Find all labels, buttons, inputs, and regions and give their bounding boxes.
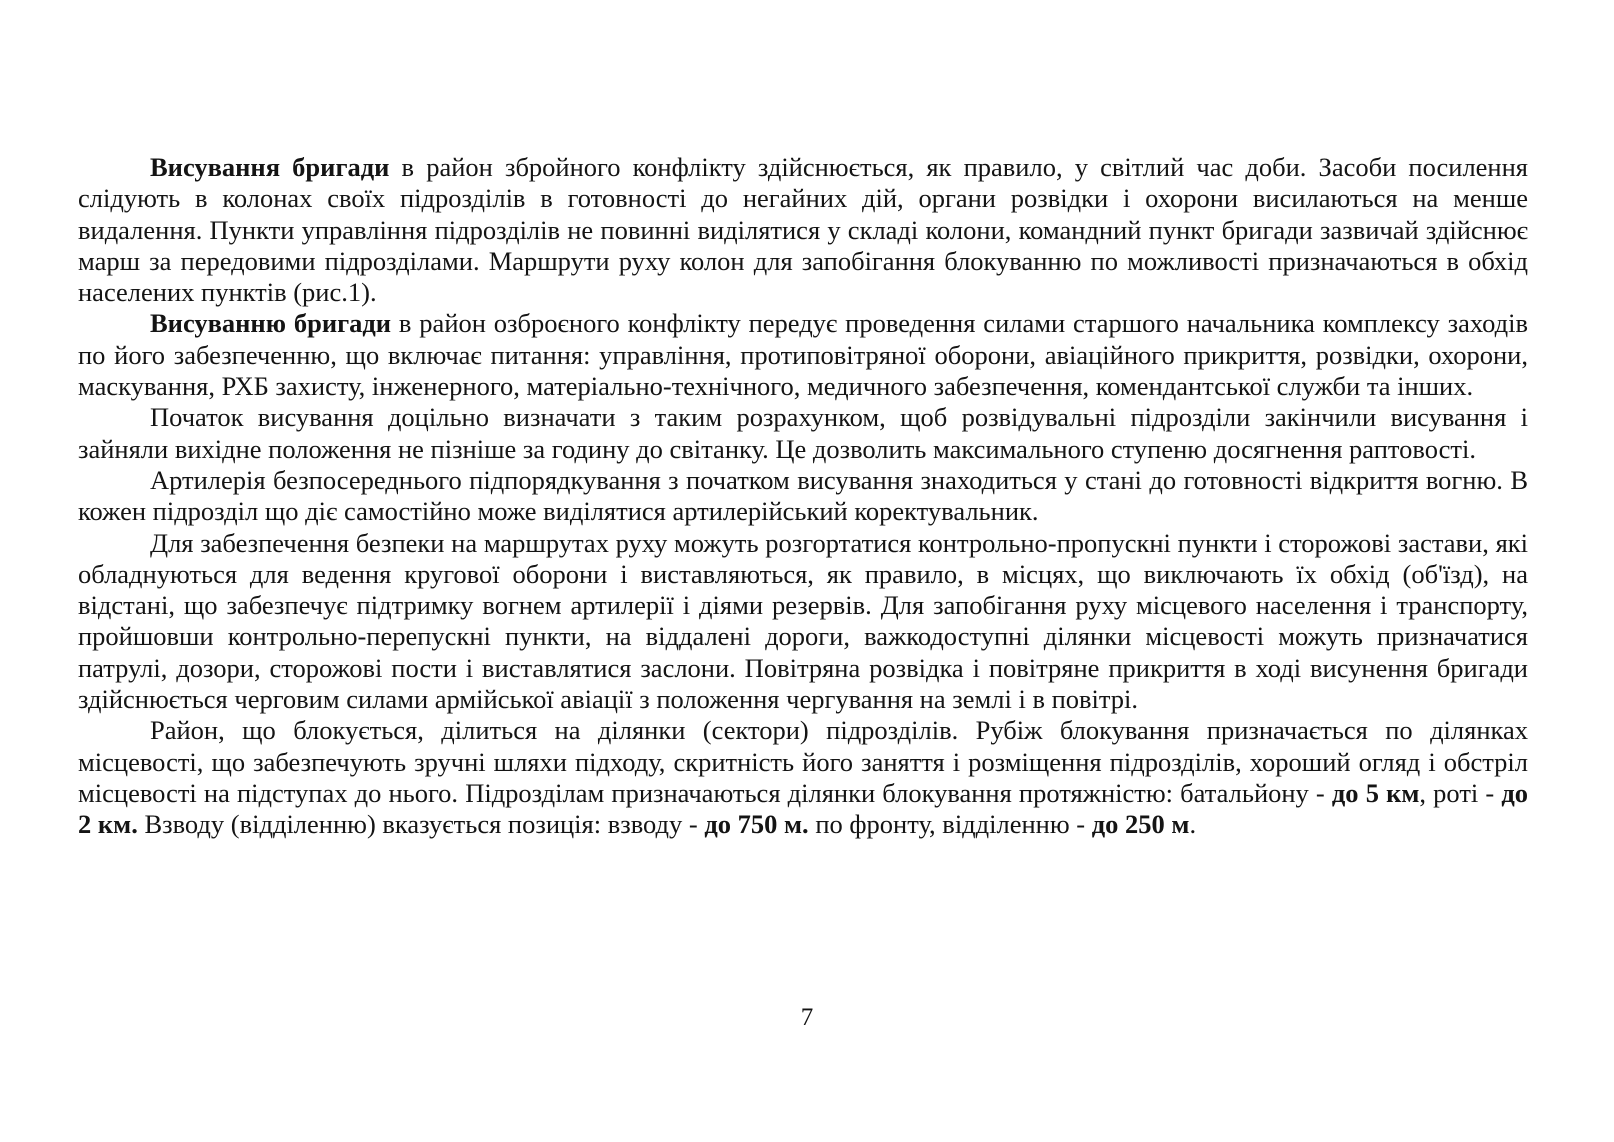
text-run: Район, що блокується, ділиться на ділянки (сектори) підрозділів. Рубіж блокування призначається по ділянках місцевості, що забезпечують зручні шляхи підходу, скритність його заняття і розміщення підрозділів, хороший огляд і обстріл місцевості на підступах до нього. Підрозділам призначаються ділянки блокування протяжністю: батальйону - [78,715,1528,808]
text-run: , роті - [1419,777,1502,808]
paragraph-5 [78,528,1528,716]
paragraph-3 [78,402,1528,465]
text-run-bold: Висування бригади [150,152,390,182]
text-run: . [1189,809,1197,840]
text-run: в район озброєного конфлікту передує проведення силами старшого начальника комплексу заходів по його забезпеченню, що включає питання: управління, протиповітряної оборони, авіаційного прикриття, розвідки, охорони, маскування, РХБ захисту, інженерного, матеріально-технічного, медичного забезпечення, комендантської служби та інших. [78,308,1528,402]
document-body [78,152,1528,841]
paragraph-2 [78,308,1528,402]
paragraph-6 [78,715,1528,840]
text-run-bold: Висуванню бригади [150,308,392,339]
text-run: Взводу (відділенню) вказується позиція: взводу - [137,809,705,840]
text-run: Для забезпечення безпеки на маршрутах руху можуть розгортатися контрольно-пропускні пункти і сторожові застави, які обладнуються для ведення кругової оборони і виставляються, як правило, в місцях, що виключають їх обхід (об'їзд), на відстані, що забезпечує підтримку вогнем артилерії і діями резервів. Для запобігання руху місцевого населення і транспорту, пройшовши контрольно-перепускні пункти, на віддалені дороги, важкодоступні ділянки місцевості можуть призначатися патрулі, дозори, сторожові пости і виставлятися заслони. Повітряна розвідка і повітряне прикриття в ході висунення бригади здійснюється черговим силами армійської авіації з положення чергування на землі і в повітрі. [78,527,1528,715]
text-run: Артилерія безпосереднього підпорядкування з початком висування знаходиться у стані до готовності відкриття вогню. В кожен підрозділ що діє самостійно може виділятися артилерійський коректувальник. [78,464,1528,527]
text-run: в район збройного конфлікту здійснюється, як правило, у світлий час доби. Засоби посилення слідують в колонах своїх підрозділів в готовності до негайних дій, органи розвідки і охорони висилаються на менше видалення. Пункти управління підрозділів не повинні виділятися у складі колони, командний пункт бригади зазвичай здійснює марш за передовими підрозділами. Маршрути руху колон для запобігання блокуванню по можливості призначаються в обхід населених пунктів (рис.1). [78,152,1528,308]
text-run-bold: до 750 м. [704,809,809,840]
text-run-bold: до 250 м [1091,809,1190,840]
paragraph-1 [78,152,1528,308]
paragraph-4 [78,465,1528,528]
page-number: 7 [800,1004,814,1031]
text-run-bold: до 5 км [1331,777,1420,808]
text-run-bold: до 2 км. [78,777,1529,840]
text-run: по фронту, відділенню - [808,809,1092,840]
text-run: Початок висування доцільно визначати з таким розрахунком, щоб розвідувальні підрозділи закінчили висування і зайняли вихідне положення не пізніше за годину до світанку. Це дозволить максимального ступеню досягнення раптовості. [78,402,1528,464]
